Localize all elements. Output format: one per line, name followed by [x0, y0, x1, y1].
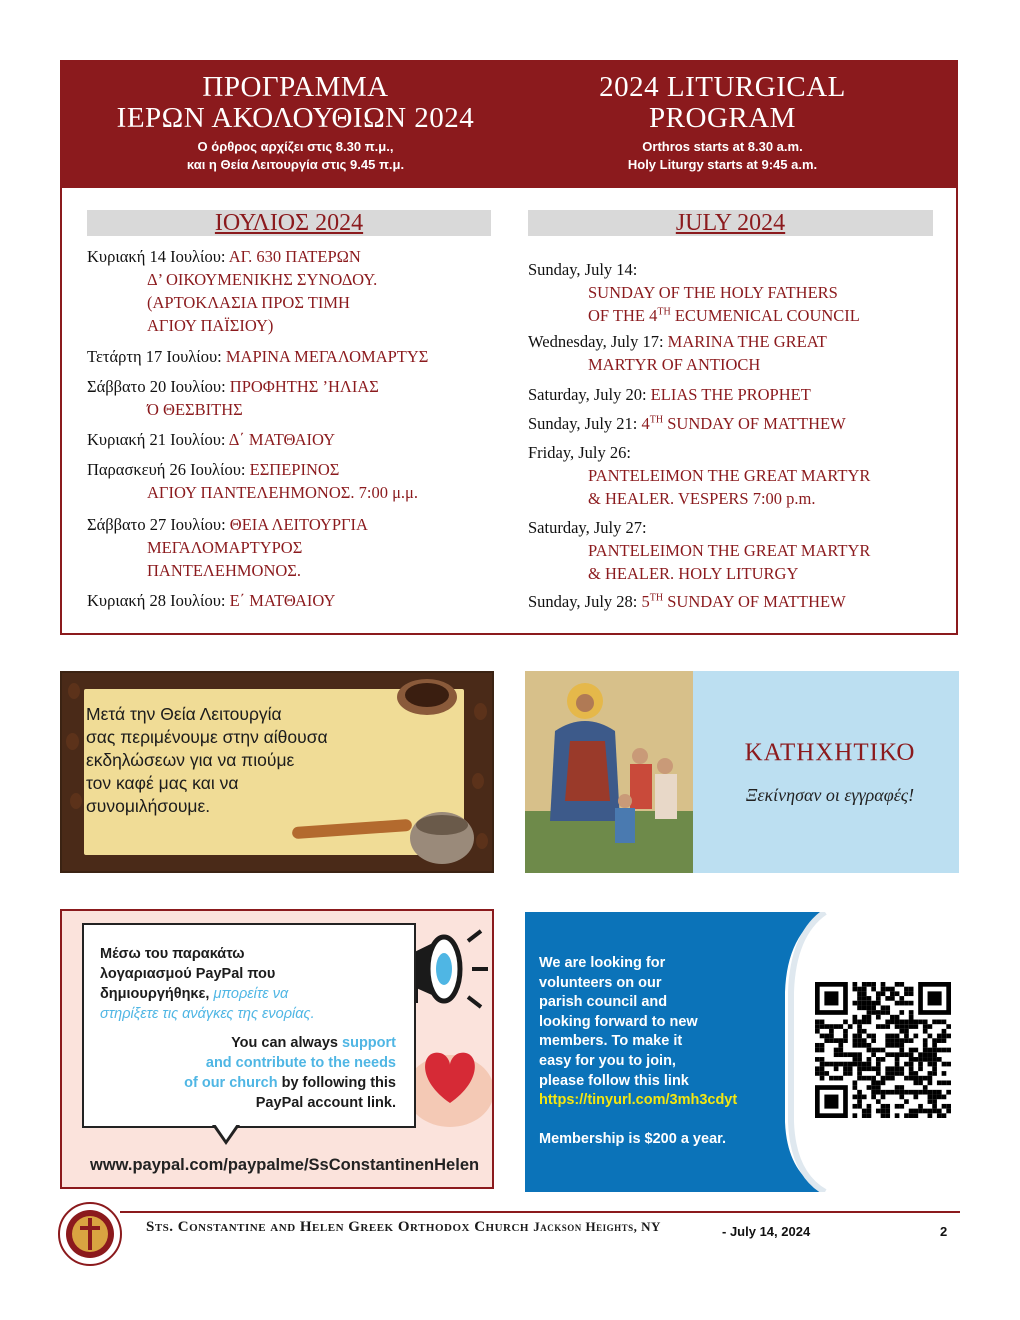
event-text: Δ’ ΟΙΚΟΥΜΕΝΙΚΗΣ ΣΥΝΟΔΟΥ.	[147, 270, 378, 289]
event-text: 4TH SUNDAY OF MATTHEW	[637, 414, 846, 433]
event-text: ELIAS THE PROPHET	[646, 385, 811, 404]
event-text: ΜΑΡΙΝΑ ΜΕΓΑΛΟΜΑΡΤΥΣ	[225, 347, 429, 366]
event-date: Sunday, July 28:	[528, 592, 638, 611]
coffee-bean-decoration	[66, 733, 79, 750]
event-date: Σάββατο 27 Ιουλίου:	[87, 515, 226, 534]
english-event-july-26	[528, 441, 870, 510]
event-date: Sunday, July 21:	[528, 414, 638, 433]
liturgical-program-box	[60, 60, 958, 635]
english-month-heading: JULY 2024	[528, 210, 933, 236]
catechism-subtitle: Ξεκίνησαν οι εγγραφές!	[745, 785, 915, 805]
event-text: Ό ΘΕΣΒΙΤΗΣ	[147, 400, 243, 419]
event-text: MARINA THE GREAT	[663, 332, 827, 351]
coffee-line: σας περιμένουμε στην αίθουσα	[86, 727, 328, 747]
event-date: Παρασκευή 26 Ιουλίου:	[87, 460, 246, 479]
event-text: PANTELEIMON THE GREAT MARTYR	[588, 466, 871, 485]
coffee-line: Μετά την Θεία Λειτουργία	[86, 704, 282, 724]
greek-event	[87, 345, 428, 368]
coffee-line: συνομιλήσουμε.	[86, 796, 211, 816]
greek-title-line-2: ΙΕΡΩΝ ΑΚΟΛΟΥΘΙΩΝ 2024	[116, 102, 475, 134]
english-event-july-21	[528, 412, 846, 435]
paypal-donation-panel	[60, 909, 494, 1189]
event-date: Κυριακή 28 Ιουλίου:	[87, 591, 226, 610]
coffee-bean-decoration	[472, 773, 484, 789]
event-text: Δ΄ ΜΑΤΘΑΙΟΥ	[228, 430, 336, 449]
christ-with-children-icon	[525, 671, 693, 873]
event-date: Σάββατο 20 Ιουλίου:	[87, 377, 226, 396]
event-text: & HEALER. HOLY LITURGY	[588, 564, 799, 583]
catechism-panel	[525, 671, 959, 873]
event-date: Τετάρτη 17 Ιουλίου:	[87, 347, 222, 366]
greek-month-heading: ΙΟΥΛΙΟΣ 2024	[87, 210, 491, 236]
coffee-line: τον καφέ μας και να	[86, 773, 239, 793]
event-text: (ΑΡΤΟΚΛΑΣΙΑ ΠΡΟΣ ΤΙΜΗ	[147, 293, 350, 312]
speech-bubble-tail-fill	[215, 1124, 237, 1140]
church-seal-logo	[58, 1202, 122, 1266]
coffee-invitation-text	[86, 703, 416, 818]
event-text: ΕΣΠΕΡΙΝΟΣ	[249, 460, 340, 479]
english-event-july-14	[528, 258, 860, 327]
paypal-link[interactable]: www.paypal.com/paypalme/SsConstantinenHelen	[90, 1156, 480, 1174]
greek-event	[87, 245, 377, 337]
footer-date: - July 14, 2024	[722, 1224, 811, 1239]
event-text: ΑΓΙΟΥ ΠΑΝΤΕΛΕΗΜΟΝΟΣ. 7:00 μ.μ.	[147, 483, 419, 502]
english-header	[499, 72, 946, 174]
greek-event	[87, 428, 335, 451]
event-text: 5TH SUNDAY OF MATTHEW	[637, 592, 846, 611]
greek-event	[87, 513, 368, 582]
english-subtitle-line-2: Holy Liturgy starts at 9:45 a.m.	[627, 157, 818, 172]
event-date: Wednesday, July 17:	[528, 332, 664, 351]
coffee-line: εκδηλώσεων για να πιούμε	[86, 750, 295, 770]
program-header	[62, 62, 956, 188]
event-date: Κυριακή 21 Ιουλίου:	[87, 430, 226, 449]
qr-code-icon[interactable]	[815, 982, 951, 1118]
event-text: PANTELEIMON THE GREAT MARTYR	[588, 541, 871, 560]
event-text: OF THE 4TH ECUMENICAL COUNCIL	[588, 306, 860, 325]
footer-divider	[120, 1211, 960, 1213]
event-date: Sunday, July 14:	[528, 260, 638, 279]
catechism-title: ΚΑΤΗΧΗΤΙΚΟ	[744, 739, 916, 766]
greek-subtitle-line-2: και η Θεία Λειτουργία στις 9.45 π.μ.	[186, 157, 405, 172]
event-text: ΑΓΙΟΥ ΠΑΪΣΙΟΥ)	[147, 316, 274, 335]
greek-event	[87, 589, 335, 612]
event-text: & HEALER. VESPERS 7:00 p.m.	[588, 489, 816, 508]
event-text: Ε΄ ΜΑΤΘΑΙΟΥ	[229, 591, 336, 610]
volunteer-signup-link[interactable]: https://tinyurl.com/3mh3cdyt	[539, 1092, 738, 1109]
greek-header	[72, 72, 519, 174]
event-text: SUNDAY OF THE HOLY FATHERS	[588, 283, 838, 302]
event-text: ΠΑΝΤΕΛΕΗΜΟΝΟΣ.	[147, 561, 302, 580]
event-text: ΠΡΟΦΗΤΗΣ ’ΗΛΙΑΣ	[229, 377, 379, 396]
event-date: Friday, July 26:	[528, 443, 631, 462]
greek-event	[87, 458, 418, 504]
coffee-bean-decoration	[474, 703, 487, 720]
paypal-english-text: You can always support and contribute to the needs of our church by following this PayPal account link.	[184, 1035, 396, 1111]
event-date: Saturday, July 20:	[528, 385, 647, 404]
event-text: ΘΕΙΑ ΛΕΙΤΟΥΡΓΙΑ	[229, 515, 368, 534]
coffee-bean-decoration	[68, 683, 80, 699]
greek-title-line-1: ΠΡΟΓΡΑΜΜΑ	[202, 71, 389, 103]
volunteer-text: We are looking for volunteers on our parish council and looking forward to new members. To make it easy for you to join, please follow this link https://tinyurl.com/3mh3cdyt Membership is $200 a year.	[539, 954, 799, 1150]
english-event-july-28	[528, 590, 846, 613]
page-number: 2	[940, 1224, 948, 1239]
english-title-line-1: 2024 LITURGICAL	[599, 71, 846, 103]
membership-fee: Membership is $200 a year.	[539, 1131, 726, 1148]
volunteer-panel	[525, 912, 959, 1192]
coffee-bean-decoration	[70, 793, 82, 809]
greek-event	[87, 375, 379, 421]
english-event-july-17	[528, 330, 827, 376]
paypal-greek-text: Μέσω του παρακάτω λογαριασμού PayPal που δημιουργήθηκε, μπορείτε να στηρίξετε τις ανάγκες της ενορίας.	[100, 946, 315, 1022]
event-text: MARTYR OF ANTIOCH	[588, 355, 761, 374]
footer-church-name: Sts. Constantine and Helen Greek Orthodox Church Jackson Heights, NY	[146, 1219, 661, 1235]
event-text: ΜΕΓΑΛΟΜΑΡΤΥΡΟΣ	[147, 538, 303, 557]
event-date: Κυριακή 14 Ιουλίου:	[87, 247, 226, 266]
english-title-line-2: PROGRAM	[649, 102, 796, 134]
event-date: Saturday, July 27:	[528, 518, 647, 537]
english-subtitle-line-1: Orthros starts at 8.30 a.m.	[642, 139, 803, 154]
english-event-july-27	[528, 516, 870, 585]
english-event-july-20	[528, 383, 811, 406]
greek-subtitle-line-1: Ο όρθρος αρχίζει στις 8.30 π.μ.,	[197, 139, 394, 154]
event-text: ΑΓ. 630 ΠΑΤΕΡΩΝ	[228, 247, 361, 266]
